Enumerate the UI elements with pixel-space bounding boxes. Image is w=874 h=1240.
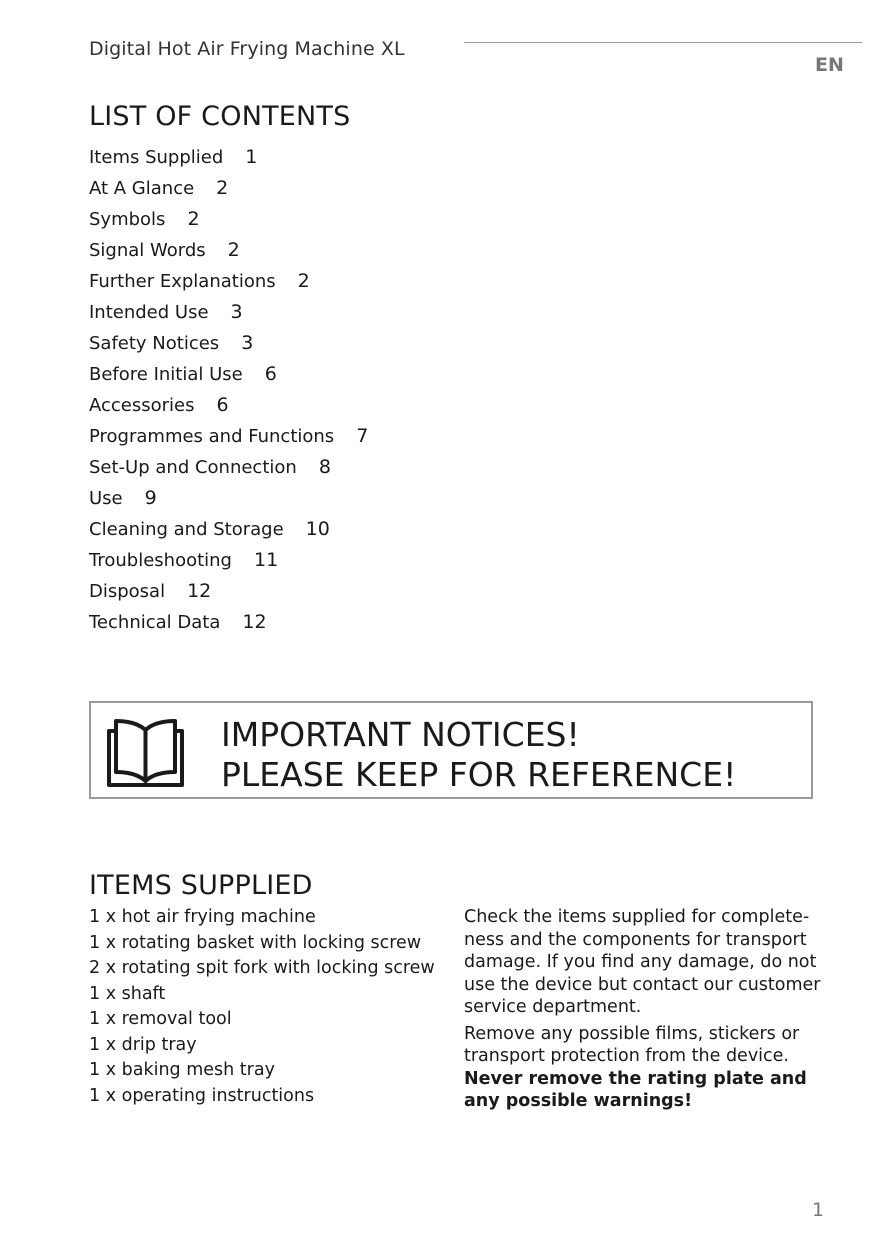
- contents-entry-page: 2: [187, 208, 200, 230]
- contents-entry: [89, 483, 368, 514]
- contents-entry-page: 12: [187, 580, 212, 602]
- list-item: 1 x removal tool: [89, 1009, 232, 1029]
- rating-plate-warning: Never remove the rating plate and any possible warnings!: [464, 1068, 807, 1111]
- header-rule: [464, 42, 862, 43]
- contents-entry: [89, 607, 368, 638]
- check-items-paragraph: Check the items supplied for complete-ness and the components for transport damage. If you find any damage, do not use the device but contact our customer service department.: [464, 907, 821, 1017]
- remove-films-paragraph: [464, 1023, 824, 1113]
- contents-entry-label: Cleaning and Storage: [89, 519, 284, 540]
- notice-text: [221, 715, 736, 795]
- contents-entry-label: Signal Words: [89, 240, 206, 261]
- list-item: 1 x rotating basket with locking screw: [89, 932, 422, 953]
- page-number: 1: [812, 1199, 825, 1221]
- contents-entry: [89, 421, 368, 452]
- contents-entry-page: 6: [216, 394, 229, 416]
- contents-entry-page: 8: [318, 456, 331, 478]
- contents-entry-label: Disposal: [89, 581, 166, 602]
- contents-entry: [89, 514, 368, 545]
- contents-entry: [89, 390, 368, 421]
- contents-entry-label: Technical Data: [89, 612, 221, 633]
- list-item: 1 x drip tray: [89, 1034, 197, 1055]
- list-item: 1 x hot air frying machine: [89, 907, 316, 927]
- list-item: 1 x baking mesh tray: [89, 1060, 275, 1080]
- list-item: 2 x rotating spit fork with locking screw: [89, 958, 435, 978]
- contents-entry-page: 6: [264, 363, 277, 385]
- contents-entry-page: 11: [253, 549, 279, 571]
- contents-entry-page: 9: [144, 487, 157, 509]
- contents-entry-page: 2: [227, 239, 240, 261]
- contents-entry-label: Programmes and Functions: [89, 426, 335, 447]
- contents-entry-label: Safety Notices: [89, 333, 220, 354]
- contents-entry: [89, 576, 368, 607]
- contents-entry: [89, 266, 368, 297]
- items-supplied-list: [89, 905, 435, 1109]
- contents-entry: [89, 142, 368, 173]
- contents-entry-page: 2: [216, 177, 229, 199]
- items-supplied-heading: ITEMS SUPPLIED: [89, 870, 313, 901]
- important-notice-box: [89, 701, 813, 799]
- notice-line-keep: PLEASE KEEP FOR REFERENCE!: [221, 755, 737, 794]
- contents-entry: [89, 235, 368, 266]
- contents-entry-label: Symbols: [89, 209, 166, 230]
- list-item: 1 x shaft: [89, 983, 166, 1004]
- contents-entry-label: At A Glance: [89, 178, 195, 199]
- contents-entry-page: 2: [297, 270, 310, 292]
- notice-line-important: IMPORTANT NOTICES!: [221, 715, 580, 754]
- contents-entry: [89, 173, 368, 204]
- contents-entry: [89, 545, 368, 576]
- contents-entry-page: 12: [242, 611, 267, 633]
- open-book-icon: [102, 715, 189, 789]
- list-item: 1 x operating instructions: [89, 1085, 315, 1106]
- contents-entry-label: Accessories: [89, 395, 195, 416]
- contents-entry-page: 1: [245, 146, 258, 168]
- contents-entry: [89, 204, 368, 235]
- remove-films-text: Remove any possible films, stickers or transport protection from the device.: [464, 1023, 800, 1066]
- contents-list: [89, 142, 368, 638]
- contents-entry-page: 3: [230, 301, 243, 323]
- contents-entry-page: 10: [305, 518, 330, 540]
- language-code: EN: [815, 54, 844, 76]
- contents-entry-label: Set-Up and Connection: [89, 457, 297, 478]
- contents-entry-page: 3: [241, 332, 254, 354]
- contents-entry-label: Troubleshooting: [89, 550, 232, 571]
- contents-entry-page: 7: [356, 425, 369, 447]
- contents-entry-label: Intended Use: [89, 302, 209, 323]
- contents-heading: LIST OF CONTENTS: [89, 101, 351, 132]
- contents-entry-label: Before Initial Use: [89, 364, 243, 385]
- contents-entry-label: Further Explanations: [89, 271, 276, 292]
- items-supplied-note: [464, 906, 824, 1117]
- contents-entry: [89, 452, 368, 483]
- document-title: Digital Hot Air Frying Machine XL: [89, 38, 405, 60]
- contents-entry-label: Items Supplied: [89, 147, 224, 168]
- contents-entry: [89, 359, 368, 390]
- contents-entry: [89, 297, 368, 328]
- contents-entry-label: Use: [89, 488, 123, 509]
- contents-entry: [89, 328, 368, 359]
